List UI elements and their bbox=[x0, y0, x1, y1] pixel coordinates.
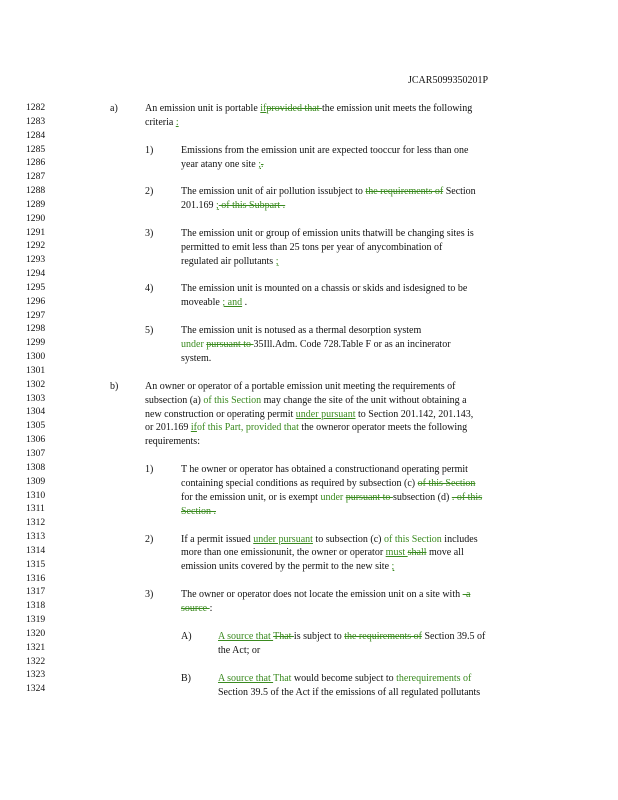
item-b1-line-1: T he owner or operator has obtained a constructionand operating permit bbox=[181, 464, 468, 475]
line-number: 1309 bbox=[26, 475, 46, 487]
line-number: 1311 bbox=[26, 503, 45, 515]
item-a5-line-1: The emission unit is notused as a thermal desorption system bbox=[181, 325, 422, 336]
paragraph-b-line-5: requirements: bbox=[145, 436, 200, 447]
item-label-a2: 2) bbox=[145, 186, 154, 197]
line-number: 1293 bbox=[26, 254, 46, 266]
item-label-a3: 3) bbox=[145, 228, 154, 239]
item-b3-line-1: The owner or operator does not locate the emission unit on a site with -a bbox=[181, 589, 471, 600]
line-number: 1298 bbox=[26, 323, 46, 335]
item-b3-line-2: source : bbox=[181, 603, 213, 614]
line-number: 1286 bbox=[26, 157, 46, 169]
item-b2-line-3: emission units covered by the permit to the new site ; bbox=[181, 561, 395, 572]
line-number: 1291 bbox=[26, 226, 46, 238]
item-a2-line-1: The emission unit of air pollution issubject to the requirements of Section bbox=[181, 186, 476, 197]
line-number: 1316 bbox=[26, 572, 46, 584]
line-number: 1323 bbox=[26, 669, 46, 681]
paragraph-b-line-2: subsection (a) of this Section may change the site of the unit without obtaining a bbox=[145, 395, 467, 406]
item-b1-line-2: containing special conditions as required by subsection (c) of this Section bbox=[181, 478, 476, 489]
line-number: 1294 bbox=[26, 268, 46, 280]
line-number: 1318 bbox=[26, 600, 46, 612]
line-number: 1308 bbox=[26, 461, 46, 473]
paragraph-a-line-2: criteria : bbox=[145, 117, 179, 128]
item-b3-B-line-2: Section 39.5 of the Act if the emissions of all regulated pollutants bbox=[218, 687, 481, 698]
line-number: 1303 bbox=[26, 392, 46, 404]
paragraph-b-line-1: An owner or operator of a portable emission unit meeting the requirements of bbox=[145, 381, 456, 392]
line-number: 1312 bbox=[26, 517, 46, 529]
line-number: 1292 bbox=[26, 240, 46, 252]
line-number: 1285 bbox=[26, 143, 46, 155]
item-a1-line-1: Emissions from the emission unit are expected tooccur for less than one bbox=[181, 145, 469, 156]
item-a4-line-2: moveable ; and . bbox=[181, 297, 248, 308]
line-number: 1317 bbox=[26, 586, 46, 598]
item-b3-B-line-1: A source that That would become subject to therequirements of bbox=[218, 673, 472, 684]
item-a2-line-2: 201.169 ; of this Subpart . bbox=[181, 200, 286, 211]
line-number: 1300 bbox=[26, 351, 46, 363]
line-number: 1320 bbox=[26, 627, 46, 639]
line-number: 1282 bbox=[26, 102, 46, 113]
paragraph-b-line-3: new construction or operating permit under pursuant to Section 201.142, 201.143, bbox=[145, 409, 474, 420]
line-number: 1321 bbox=[26, 641, 46, 653]
item-label-b1: 1) bbox=[145, 464, 154, 475]
line-number: 1306 bbox=[26, 434, 46, 446]
item-a3-line-1: The emission unit or group of emission units thatwill be changing sites is bbox=[181, 228, 474, 239]
line-number: 1314 bbox=[26, 544, 46, 556]
item-label-b3-B: B) bbox=[181, 673, 191, 684]
line-number: 1319 bbox=[26, 614, 46, 626]
line-number: 1289 bbox=[26, 198, 46, 210]
line-number: 1299 bbox=[26, 337, 46, 349]
line-number: 1284 bbox=[26, 129, 46, 141]
paragraph-label-a: a) bbox=[110, 103, 118, 114]
line-number: 1304 bbox=[26, 406, 46, 418]
line-number: 1297 bbox=[26, 309, 46, 321]
item-a5-line-2: under pursuant to 35Ill.Adm. Code 728.Table F or as an incinerator bbox=[181, 339, 451, 350]
item-label-a4: 4) bbox=[145, 283, 154, 294]
line-number: 1313 bbox=[26, 531, 46, 543]
item-b1-line-3: for the emission unit, or is exempt under pursuant to subsection (d) . of this bbox=[181, 492, 483, 503]
item-b3-A-line-2: the Act; or bbox=[218, 645, 261, 656]
item-a1-line-2: year atany one site ;. bbox=[181, 159, 264, 170]
line-number: 1296 bbox=[26, 295, 46, 307]
paragraph-b-line-4: or 201.169 ifof this Part, provided that the owneror operator meets the following bbox=[145, 422, 468, 433]
line-number: 1295 bbox=[26, 281, 46, 293]
line-number: 1310 bbox=[26, 489, 46, 501]
line-number: 1287 bbox=[26, 171, 46, 183]
item-label-a5: 5) bbox=[145, 325, 154, 336]
item-a3-line-2: permitted to emit less than 25 tons per year of anycombination of bbox=[181, 242, 443, 253]
line-number: 1302 bbox=[26, 378, 46, 390]
item-b2-line-1: If a permit issued under pursuant to subsection (c) of this Section includes bbox=[181, 534, 478, 545]
line-number: 1288 bbox=[26, 185, 46, 197]
line-number: 1283 bbox=[26, 115, 46, 127]
item-b2-line-2: more than one emissionunit, the owner or operator must shall move all bbox=[181, 547, 464, 558]
line-number: 1305 bbox=[26, 420, 46, 432]
line-number: 1324 bbox=[26, 683, 46, 695]
paragraph-label-b: b) bbox=[110, 381, 119, 392]
item-a3-line-3: regulated air pollutants ; bbox=[181, 256, 279, 267]
item-a5-line-3: system. bbox=[181, 353, 212, 364]
line-number: 1307 bbox=[26, 448, 46, 459]
line-number: 1290 bbox=[26, 212, 46, 224]
line-number: 1301 bbox=[26, 364, 46, 376]
item-label-b3-A: A) bbox=[181, 631, 192, 642]
item-label-b2: 2) bbox=[145, 534, 154, 545]
item-a4-line-1: The emission unit is mounted on a chassis or skids and isdesigned to be bbox=[181, 283, 468, 294]
item-b3-A-line-1: A source that That is subject to the requirements of Section 39.5 of bbox=[218, 631, 486, 642]
item-b1-line-4: Section . bbox=[181, 506, 216, 517]
paragraph-a-line-1: An emission unit is portable ifprovided that the emission unit meets the following bbox=[145, 103, 473, 114]
item-label-a1: 1) bbox=[145, 145, 154, 156]
line-number: 1315 bbox=[26, 558, 46, 570]
line-number: 1322 bbox=[26, 655, 46, 667]
item-label-b3: 3) bbox=[145, 589, 154, 600]
document-code: JCAR5099350201P bbox=[408, 75, 489, 86]
